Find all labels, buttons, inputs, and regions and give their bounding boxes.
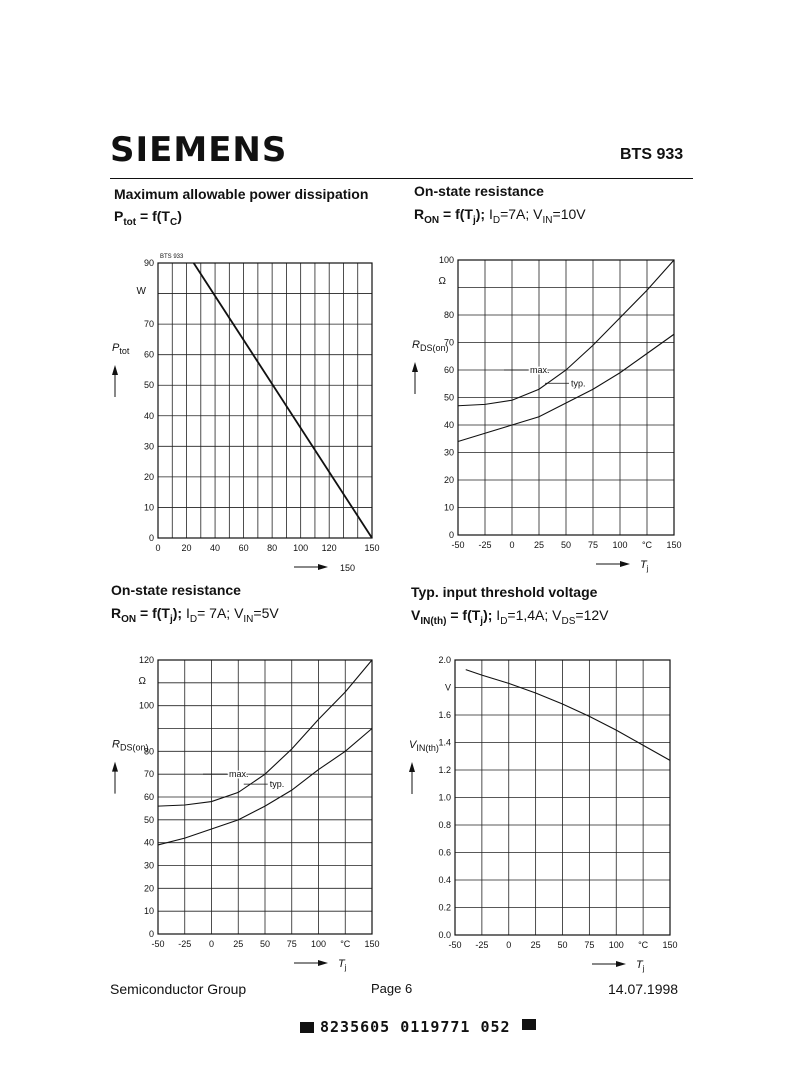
y-tick-label: 100 xyxy=(438,255,454,265)
y-tick-label: 0 xyxy=(448,530,454,540)
y-tick-label: 1.0 xyxy=(438,792,451,803)
y-axis-label: $R_{DS(on)}$ xyxy=(112,738,149,753)
y-tick-label: 0 xyxy=(148,929,154,939)
chart-3-formula: $R_{ON} = f(T_j)$; $I_D= 7A$; $V_{IN}=5V$ xyxy=(111,605,279,625)
footer-company: Semiconductor Group xyxy=(110,981,247,997)
x-tick-label: -25 xyxy=(475,940,489,950)
y-tick-label: 20 xyxy=(143,883,154,894)
y-tick-label: 2.0 xyxy=(438,655,451,665)
y-tick-label: 40 xyxy=(443,420,454,430)
footer-page: Page 6 xyxy=(371,981,413,996)
barcode-mark-left xyxy=(300,1022,314,1033)
chart-3-title: On-state resistance xyxy=(111,582,241,598)
y-tick-label: 0.8 xyxy=(438,820,451,830)
chart-2-title: On-state resistance xyxy=(414,183,544,199)
series-label: max. xyxy=(530,365,550,375)
y-tick-label: 30 xyxy=(443,447,454,458)
y-unit-label: W xyxy=(136,286,146,297)
x-tick-label: -25 xyxy=(478,540,492,550)
x-axis-label: $T_j$ xyxy=(640,559,649,573)
y-tick-label: 1.6 xyxy=(438,710,451,720)
x-tick-label: 0 xyxy=(506,940,512,950)
y-tick-label: 0 xyxy=(148,533,154,543)
x-tick-label: -50 xyxy=(451,540,465,550)
chart-code-label: BTS 933 xyxy=(160,254,184,260)
x-tick-label: °C xyxy=(340,939,351,949)
series-label: max. xyxy=(229,769,249,780)
barcode-text: 8235605 0119771 052 xyxy=(320,1018,511,1036)
y-tick-label: 90 xyxy=(143,258,154,268)
series-label: typ. xyxy=(269,779,285,790)
x-tick-label: 60 xyxy=(238,543,249,553)
footer-date: 14.07.1998 xyxy=(608,981,679,997)
y-tick-label: 40 xyxy=(143,837,154,848)
y-tick-label: 20 xyxy=(143,471,154,482)
y-tick-label: 80 xyxy=(443,310,454,320)
x-axis-arrow-head xyxy=(616,961,626,967)
x-tick-label: 100 xyxy=(310,939,327,949)
brand-logo: SIEMENS xyxy=(110,130,288,170)
x-tick-label: 50 xyxy=(557,940,568,950)
y-unit-label: Ω xyxy=(138,676,146,687)
y-axis-label: $P_{tot}$ xyxy=(112,342,130,356)
document-id: BTS 933 xyxy=(620,146,684,163)
chart-4-formula: $V_{IN(th)} = f(T_j)$; $I_D=1,4A$; $V_{DS}=12V$ xyxy=(411,607,609,627)
chart-2-formula: $R_{ON} = f(T_j)$; $I_D=7A$; $V_{IN}=10V$ xyxy=(414,206,586,226)
x-tick-label: 0 xyxy=(509,540,515,550)
y-tick-label: V xyxy=(444,682,451,693)
x-tick-label: 75 xyxy=(584,940,595,950)
x-tick-label: 25 xyxy=(530,940,541,950)
y-tick-label: 10 xyxy=(143,906,154,917)
y-tick-label: 10 xyxy=(443,502,454,513)
x-tick-label: 25 xyxy=(233,939,244,949)
x-tick-label: 80 xyxy=(267,543,278,553)
y-tick-label: 70 xyxy=(143,769,154,780)
x-axis-label: $T_j$ xyxy=(338,958,347,972)
y-tick-label: 60 xyxy=(143,792,154,802)
x-tick-label: 150 xyxy=(666,540,682,550)
y-tick-label: 80 xyxy=(143,746,154,757)
y-tick-label: 70 xyxy=(143,319,154,330)
x-tick-label: 100 xyxy=(608,940,624,950)
y-tick-label: 30 xyxy=(143,860,154,871)
x-tick-label: -50 xyxy=(448,940,462,950)
y-tick-label: 50 xyxy=(143,380,154,391)
y-tick-label: 0.4 xyxy=(438,875,451,885)
x-tick-label: 75 xyxy=(587,540,599,550)
x-tick-label: 150 xyxy=(364,543,380,553)
x-tick-label: -25 xyxy=(178,939,192,949)
x-tick-label: 150 xyxy=(364,939,380,949)
y-tick-label: 1.2 xyxy=(438,765,451,775)
y-tick-label: 20 xyxy=(443,475,454,485)
chart-1-formula: $P_{tot} = f(T_C)$ xyxy=(114,208,182,228)
y-tick-label: 0.6 xyxy=(438,847,451,858)
y-tick-label: 0.0 xyxy=(438,930,451,940)
y-tick-label: 60 xyxy=(143,349,154,360)
y-tick-label: 100 xyxy=(138,700,154,711)
chart-1-title: Maximum allowable power dissipation xyxy=(114,186,369,202)
y-tick-label: 40 xyxy=(143,410,154,421)
x-axis-label: $T_j$ xyxy=(636,959,645,973)
x-tick-label: 20 xyxy=(181,543,192,553)
chart-4-title: Typ. input threshold voltage xyxy=(411,584,598,600)
x-tick-label: 25 xyxy=(533,540,545,550)
x-tick-label: °C xyxy=(641,540,653,550)
y-unit-label: Ω xyxy=(438,276,446,287)
y-tick-label: 60 xyxy=(443,365,454,375)
barcode-mark-right xyxy=(522,1019,536,1030)
y-tick-label: 50 xyxy=(143,814,154,825)
x-tick-label: 0 xyxy=(208,939,215,949)
y-tick-label: 120 xyxy=(138,655,154,665)
y-tick-label: 50 xyxy=(443,392,454,403)
x-tick-label: 100 xyxy=(293,543,309,553)
y-axis-label: $V_{IN(th)}$ xyxy=(409,739,439,753)
y-axis-arrow-head xyxy=(409,762,415,772)
x-tick-label: 50 xyxy=(259,939,271,949)
x-tick-label: 120 xyxy=(321,543,337,553)
x-tick-label: 50 xyxy=(560,540,572,550)
x-tick-label: -50 xyxy=(151,939,165,949)
y-axis-label: $R_{DS(on)}$ xyxy=(412,339,449,353)
series-label: typ. xyxy=(571,378,586,389)
x-tick-label: 0 xyxy=(155,543,161,553)
x-tick-label: 150 xyxy=(662,940,678,950)
y-tick-label: 1.4 xyxy=(438,737,451,748)
y-tick-label: 10 xyxy=(143,502,154,513)
x-tick-label: 75 xyxy=(286,939,297,949)
x-tick-label: 100 xyxy=(612,540,628,550)
x-tick-label: °C xyxy=(638,940,649,950)
x-tick-label: 40 xyxy=(210,543,221,553)
y-tick-label: 0.2 xyxy=(438,902,451,913)
y-tick-label: 70 xyxy=(443,337,454,348)
y-tick-label: 30 xyxy=(143,441,154,452)
x-axis-extra-label: 150 xyxy=(340,563,356,573)
